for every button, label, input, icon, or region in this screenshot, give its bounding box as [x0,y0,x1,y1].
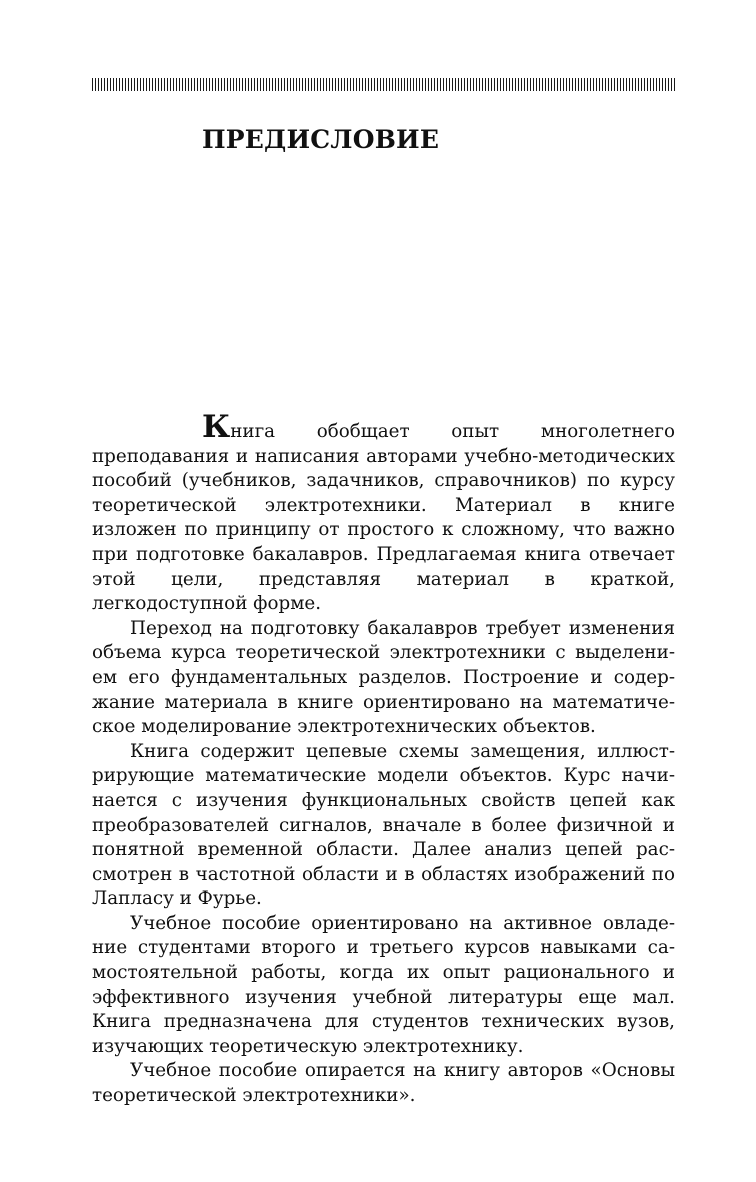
preface-text [92,409,675,1109]
drop-cap-initial: К [202,409,231,445]
paragraph-2: Переход на подготовку бакалавров требует изменения объема курса теоретической электротехники с выделением его фундаментальных разделов. Построение и содержание материала в книге ориентировано на математическое моделирование электротехнических объектов. [92,617,675,738]
page-title: ПРЕДИСЛОВИЕ [202,125,440,154]
paragraph-4: Учебное пособие ориентировано на активное овладение студентами второго и третьего курсов навыками самостоятельной работы, когда их опыт рационального и эффективного изучения учебной литературы еще мал. Книга предназначена для студентов технических вузов, изучающих теоретическую электротехнику. [92,912,675,1057]
paragraph-3: Книга содержит цепевые схемы замещения, иллюстрирующие математические модели объектов. Курс начинается с изучения функциональных свойств цепей как преобразователей сигналов, вначале в более физичной и понятной временной области. Далее анализ цепей рассмотрен в частотной области и в областях изображений по Лапласу и Фурье. [92,740,675,910]
decorative-top-rule [92,78,675,91]
paragraph-1-text: нига обобщает опыт многолетнего преподавания и написания авторами учебно-методических пособий (учебников, задачников, справочников) по курсу теоретической электротехники. Материал в книге изложен по принципу от простого к сложному, что важно при подготовке бакалавров. Предлагаемая книга отвечает этой цели, представляя материал в краткой, легкодоступной форме. [92,421,675,615]
paragraph-5: Учебное пособие опирается на книгу авторов «Основы теоретической электротехники». [92,1060,675,1107]
paragraph-1 [92,409,675,617]
